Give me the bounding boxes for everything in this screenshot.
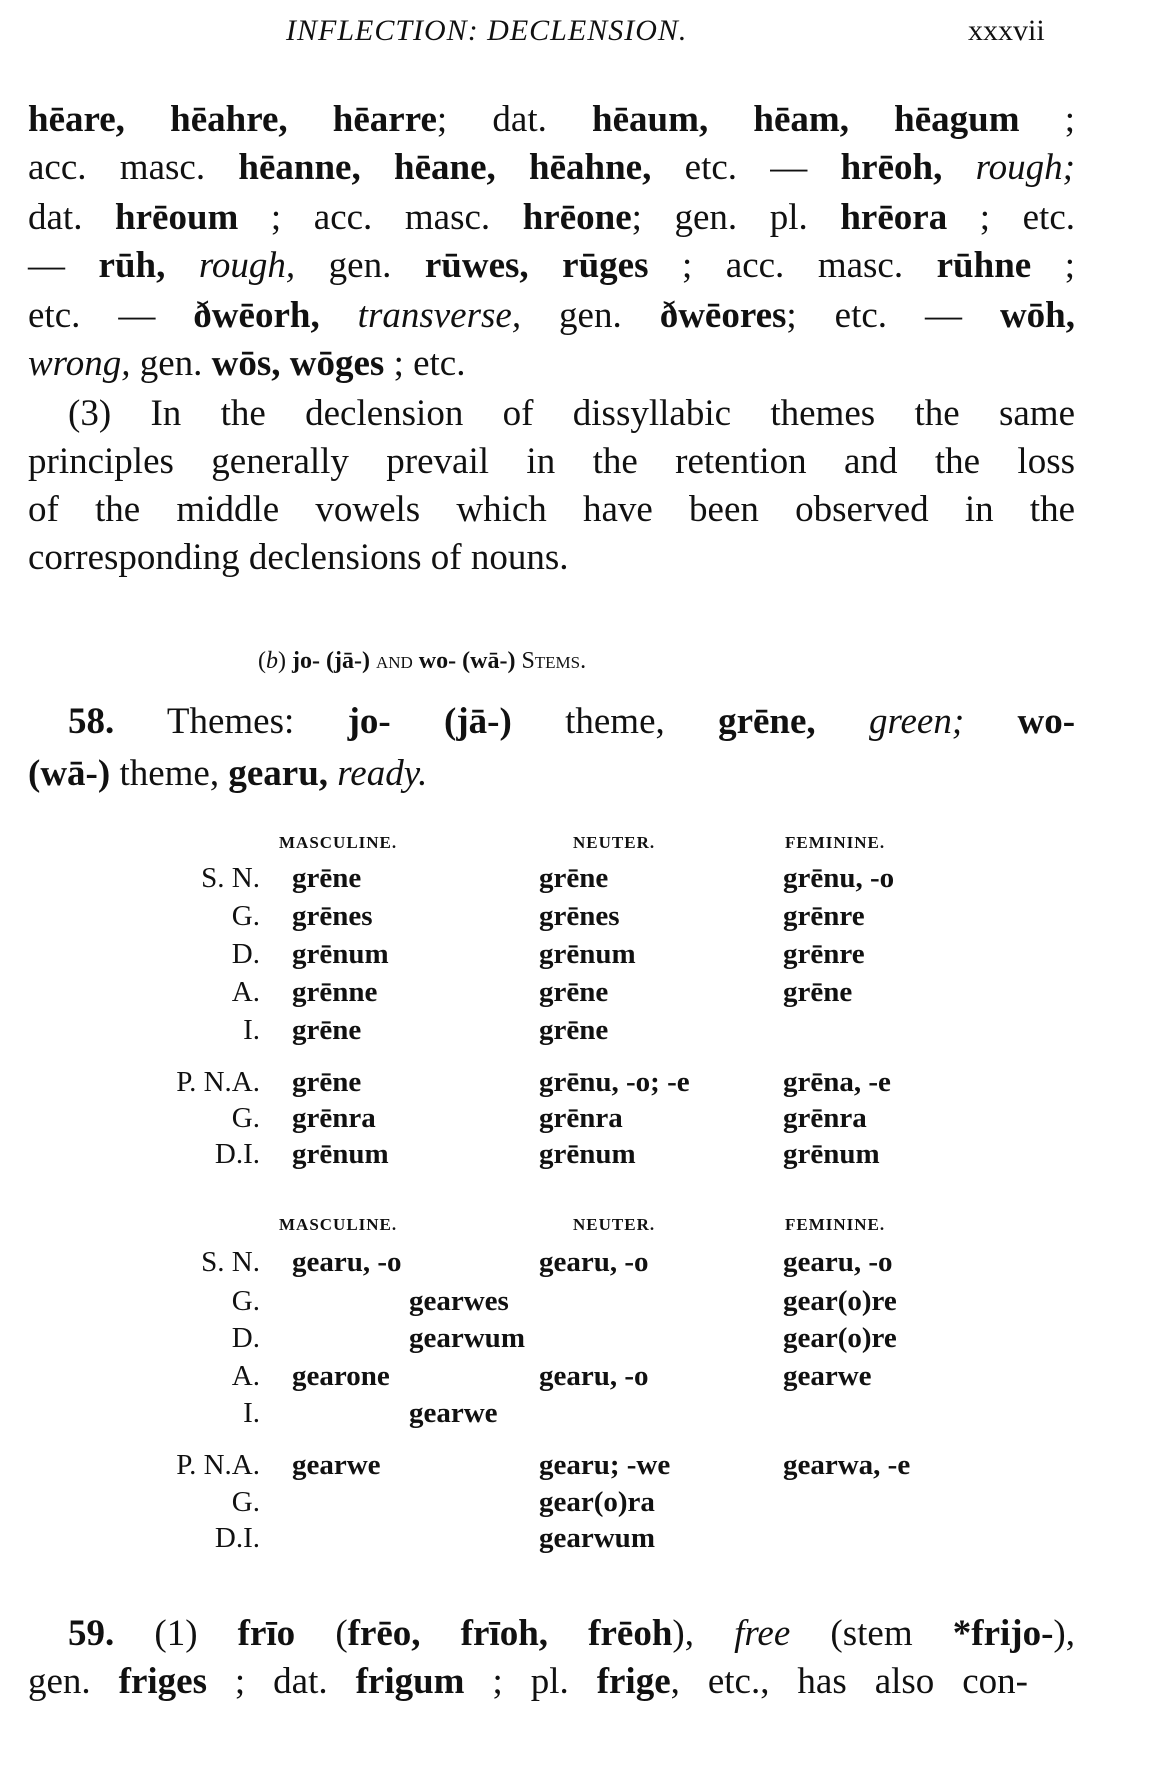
bold-term: frēo, frīoh, frēoh <box>347 1613 673 1654</box>
form-cell: grēnum <box>292 1138 389 1170</box>
text-run: ; <box>1031 245 1075 286</box>
form-cell: grēne <box>539 862 609 894</box>
text-run <box>320 295 358 336</box>
case-label: S. N. <box>201 862 260 894</box>
text-run: dat. <box>28 197 116 238</box>
text-run <box>816 701 869 742</box>
text-run: theme, <box>110 753 229 794</box>
italic-gloss: transverse, <box>357 295 522 336</box>
bold-term: rūh, <box>98 245 166 286</box>
paragraph1-line <box>28 342 1075 386</box>
form-cell-shared: gearwum <box>409 1322 525 1354</box>
form-cell: gearwum <box>539 1522 655 1554</box>
form-cell: gear(o)ra <box>539 1486 655 1518</box>
italic-gloss: b <box>266 648 278 674</box>
text-run: principles generally prevail in the retention and the loss <box>28 441 1075 482</box>
form-cell: grēnu, -o <box>783 862 895 894</box>
bold-term: gearu, <box>228 753 329 794</box>
form-cell: gearwe <box>783 1360 872 1392</box>
column-header: MASCULINE. <box>279 1215 398 1234</box>
form-cell: grēne <box>783 976 853 1008</box>
text-run: Themes: <box>114 701 348 742</box>
form-cell: gearu; -we <box>539 1449 671 1481</box>
paragraph1-line <box>28 98 1075 142</box>
text-run: gen. <box>130 343 212 384</box>
paragraph59-line <box>68 1612 1075 1656</box>
form-cell: gearu, -o <box>539 1360 649 1392</box>
form-cell: gearu, -o <box>783 1246 893 1278</box>
column-header: FEMININE. <box>785 1215 886 1234</box>
form-cell: gearu, -o <box>539 1246 649 1278</box>
small-caps-text: and <box>375 648 413 674</box>
bold-term: wo- (wā-) <box>418 648 516 674</box>
text-run: ; dat. <box>206 1661 356 1702</box>
text-run: ; gen. pl. <box>631 197 841 238</box>
paragraph58-line <box>28 752 1075 796</box>
case-label: S. N. <box>201 1246 260 1278</box>
paragraph2-line <box>68 392 1075 436</box>
paragraph1-line <box>28 244 1075 288</box>
text-run: ), <box>1053 1613 1075 1654</box>
form-cell: grēne <box>292 1066 362 1098</box>
bold-term: ðwēorh, <box>193 295 320 336</box>
bold-term: hrēora <box>840 197 948 238</box>
form-cell-shared: gearwe <box>409 1397 498 1429</box>
text-run: ( <box>295 1613 348 1654</box>
small-caps-text: Stems. <box>521 648 587 674</box>
form-cell: grēnum <box>539 1138 636 1170</box>
case-label: A. <box>231 1360 260 1392</box>
text-run: ), <box>672 1613 735 1654</box>
bold-term: hrēoum <box>115 197 239 238</box>
bold-term: ðwēores <box>659 295 787 336</box>
bold-term: 59. <box>68 1613 115 1654</box>
column-header: NEUTER. <box>573 833 656 852</box>
text-run: ; etc. — <box>786 295 1000 336</box>
bold-term: hrēone <box>522 197 632 238</box>
italic-gloss: wrong, <box>28 343 131 384</box>
form-cell: grēna, -e <box>783 1066 891 1098</box>
text-run: ; dat. <box>436 99 593 140</box>
paragraph59-line <box>28 1660 1028 1704</box>
form-cell: grēnu, -o; -e <box>539 1066 690 1098</box>
bold-term: frīo <box>237 1613 296 1654</box>
case-label: G. <box>231 1486 260 1518</box>
text-run <box>964 701 1017 742</box>
paragraph1-line <box>28 196 1075 240</box>
text-run: (3) In the declension of dissyllabic themes the same <box>68 393 1075 434</box>
text-run: ( <box>258 648 266 674</box>
form-cell: grēnes <box>292 900 373 932</box>
text-run <box>165 245 199 286</box>
case-label: G. <box>231 900 260 932</box>
paragraph2-line <box>28 440 1075 484</box>
case-label: D.I. <box>214 1138 260 1170</box>
running-header-title: INFLECTION: DECLENSION. <box>286 14 688 47</box>
form-cell: grēne <box>539 976 609 1008</box>
column-header: FEMININE. <box>785 833 886 852</box>
text-run: gen. <box>295 245 425 286</box>
form-cell: gearwe <box>292 1449 381 1481</box>
bold-term: *frijo- <box>952 1613 1054 1654</box>
text-run: (stem <box>790 1613 953 1654</box>
text-run: ; acc. masc. <box>648 245 937 286</box>
bold-term: wōs, wōges <box>211 343 385 384</box>
italic-gloss: rough; <box>975 147 1076 188</box>
case-label: A. <box>231 976 260 1008</box>
form-cell-shared: gearwes <box>409 1285 509 1317</box>
text-run: corresponding declensions of nouns. <box>28 537 569 578</box>
bold-term: (wā-) <box>28 753 111 794</box>
italic-gloss: ready. <box>337 753 428 794</box>
case-label: D. <box>231 1322 260 1354</box>
bold-term: frigum <box>355 1661 465 1702</box>
paragraph1-line <box>28 294 1075 338</box>
form-cell: grēnum <box>539 938 636 970</box>
text-run: theme, <box>511 701 719 742</box>
form-cell: gear(o)re <box>783 1322 897 1354</box>
bold-term: jo- (jā-) <box>292 648 370 674</box>
text-run: (1) <box>114 1613 238 1654</box>
case-label: I. <box>243 1397 260 1429</box>
form-cell: grēnum <box>292 938 389 970</box>
form-cell: gearwa, -e <box>783 1449 911 1481</box>
italic-gloss: rough, <box>198 245 296 286</box>
text-run <box>328 753 337 794</box>
bold-term: 58. <box>68 701 115 742</box>
form-cell: grēnre <box>783 938 865 970</box>
paragraph2-line <box>28 536 1075 580</box>
text-run: ; <box>1019 99 1076 140</box>
bold-term: frige <box>596 1661 671 1702</box>
text-run <box>942 147 975 188</box>
form-cell: grēne <box>292 1014 362 1046</box>
bold-term: wo- <box>1017 701 1076 742</box>
text-run: gen. <box>28 1661 119 1702</box>
text-run: , etc., has also con- <box>670 1661 1028 1702</box>
case-label: D. <box>231 938 260 970</box>
column-header: MASCULINE. <box>279 833 398 852</box>
text-run: etc. — <box>651 147 841 188</box>
bold-term: hrēoh, <box>840 147 943 188</box>
bold-term: grēne, <box>718 701 816 742</box>
text-run: ; etc. <box>947 197 1076 238</box>
text-run: ; acc. masc. <box>238 197 523 238</box>
form-cell: grēne <box>539 1014 609 1046</box>
form-cell: gear(o)re <box>783 1285 897 1317</box>
form-cell: grēnne <box>292 976 378 1008</box>
case-label: D.I. <box>214 1522 260 1554</box>
text-run: acc. masc. <box>28 147 239 188</box>
paragraph1-line <box>28 146 1075 190</box>
paragraph2-line <box>28 488 1075 532</box>
text-run: etc. — <box>28 295 194 336</box>
bold-term: jo- (jā-) <box>347 701 512 742</box>
text-run: ; pl. <box>464 1661 597 1702</box>
bold-term: hēaum, hēam, hēagum <box>592 99 1020 140</box>
form-cell: grēnra <box>539 1102 623 1134</box>
case-label: G. <box>231 1102 260 1134</box>
form-cell: grēnum <box>783 1138 880 1170</box>
bold-term: friges <box>118 1661 207 1702</box>
column-header: NEUTER. <box>573 1215 656 1234</box>
italic-gloss: green; <box>868 701 965 742</box>
page-number: xxxvii <box>968 14 1045 47</box>
bold-term: wōh, <box>999 295 1076 336</box>
case-label: P. N.A. <box>176 1066 260 1098</box>
italic-gloss: free <box>734 1613 791 1654</box>
text-run: — <box>28 245 99 286</box>
form-cell: gearone <box>292 1360 390 1392</box>
section-heading <box>258 648 586 675</box>
text-run: of the middle vowels which have been observed in the <box>28 489 1075 530</box>
text-run: gen. <box>521 295 660 336</box>
form-cell: grēnra <box>292 1102 376 1134</box>
bold-term: hēare, hēahre, hēarre <box>28 99 437 140</box>
text-run: ; etc. <box>384 343 466 384</box>
text-run: ) <box>278 648 292 674</box>
form-cell: grēnre <box>783 900 865 932</box>
paragraph58-line <box>68 700 1075 744</box>
case-label: I. <box>243 1014 260 1046</box>
bold-term: hēanne, hēane, hēahne, <box>238 147 652 188</box>
form-cell: grēnes <box>539 900 620 932</box>
form-cell: grēnra <box>783 1102 867 1134</box>
form-cell: grēne <box>292 862 362 894</box>
bold-term: rūhne <box>936 245 1032 286</box>
form-cell: gearu, -o <box>292 1246 402 1278</box>
bold-term: rūwes, rūges <box>424 245 649 286</box>
case-label: P. N.A. <box>176 1449 260 1481</box>
case-label: G. <box>231 1285 260 1317</box>
